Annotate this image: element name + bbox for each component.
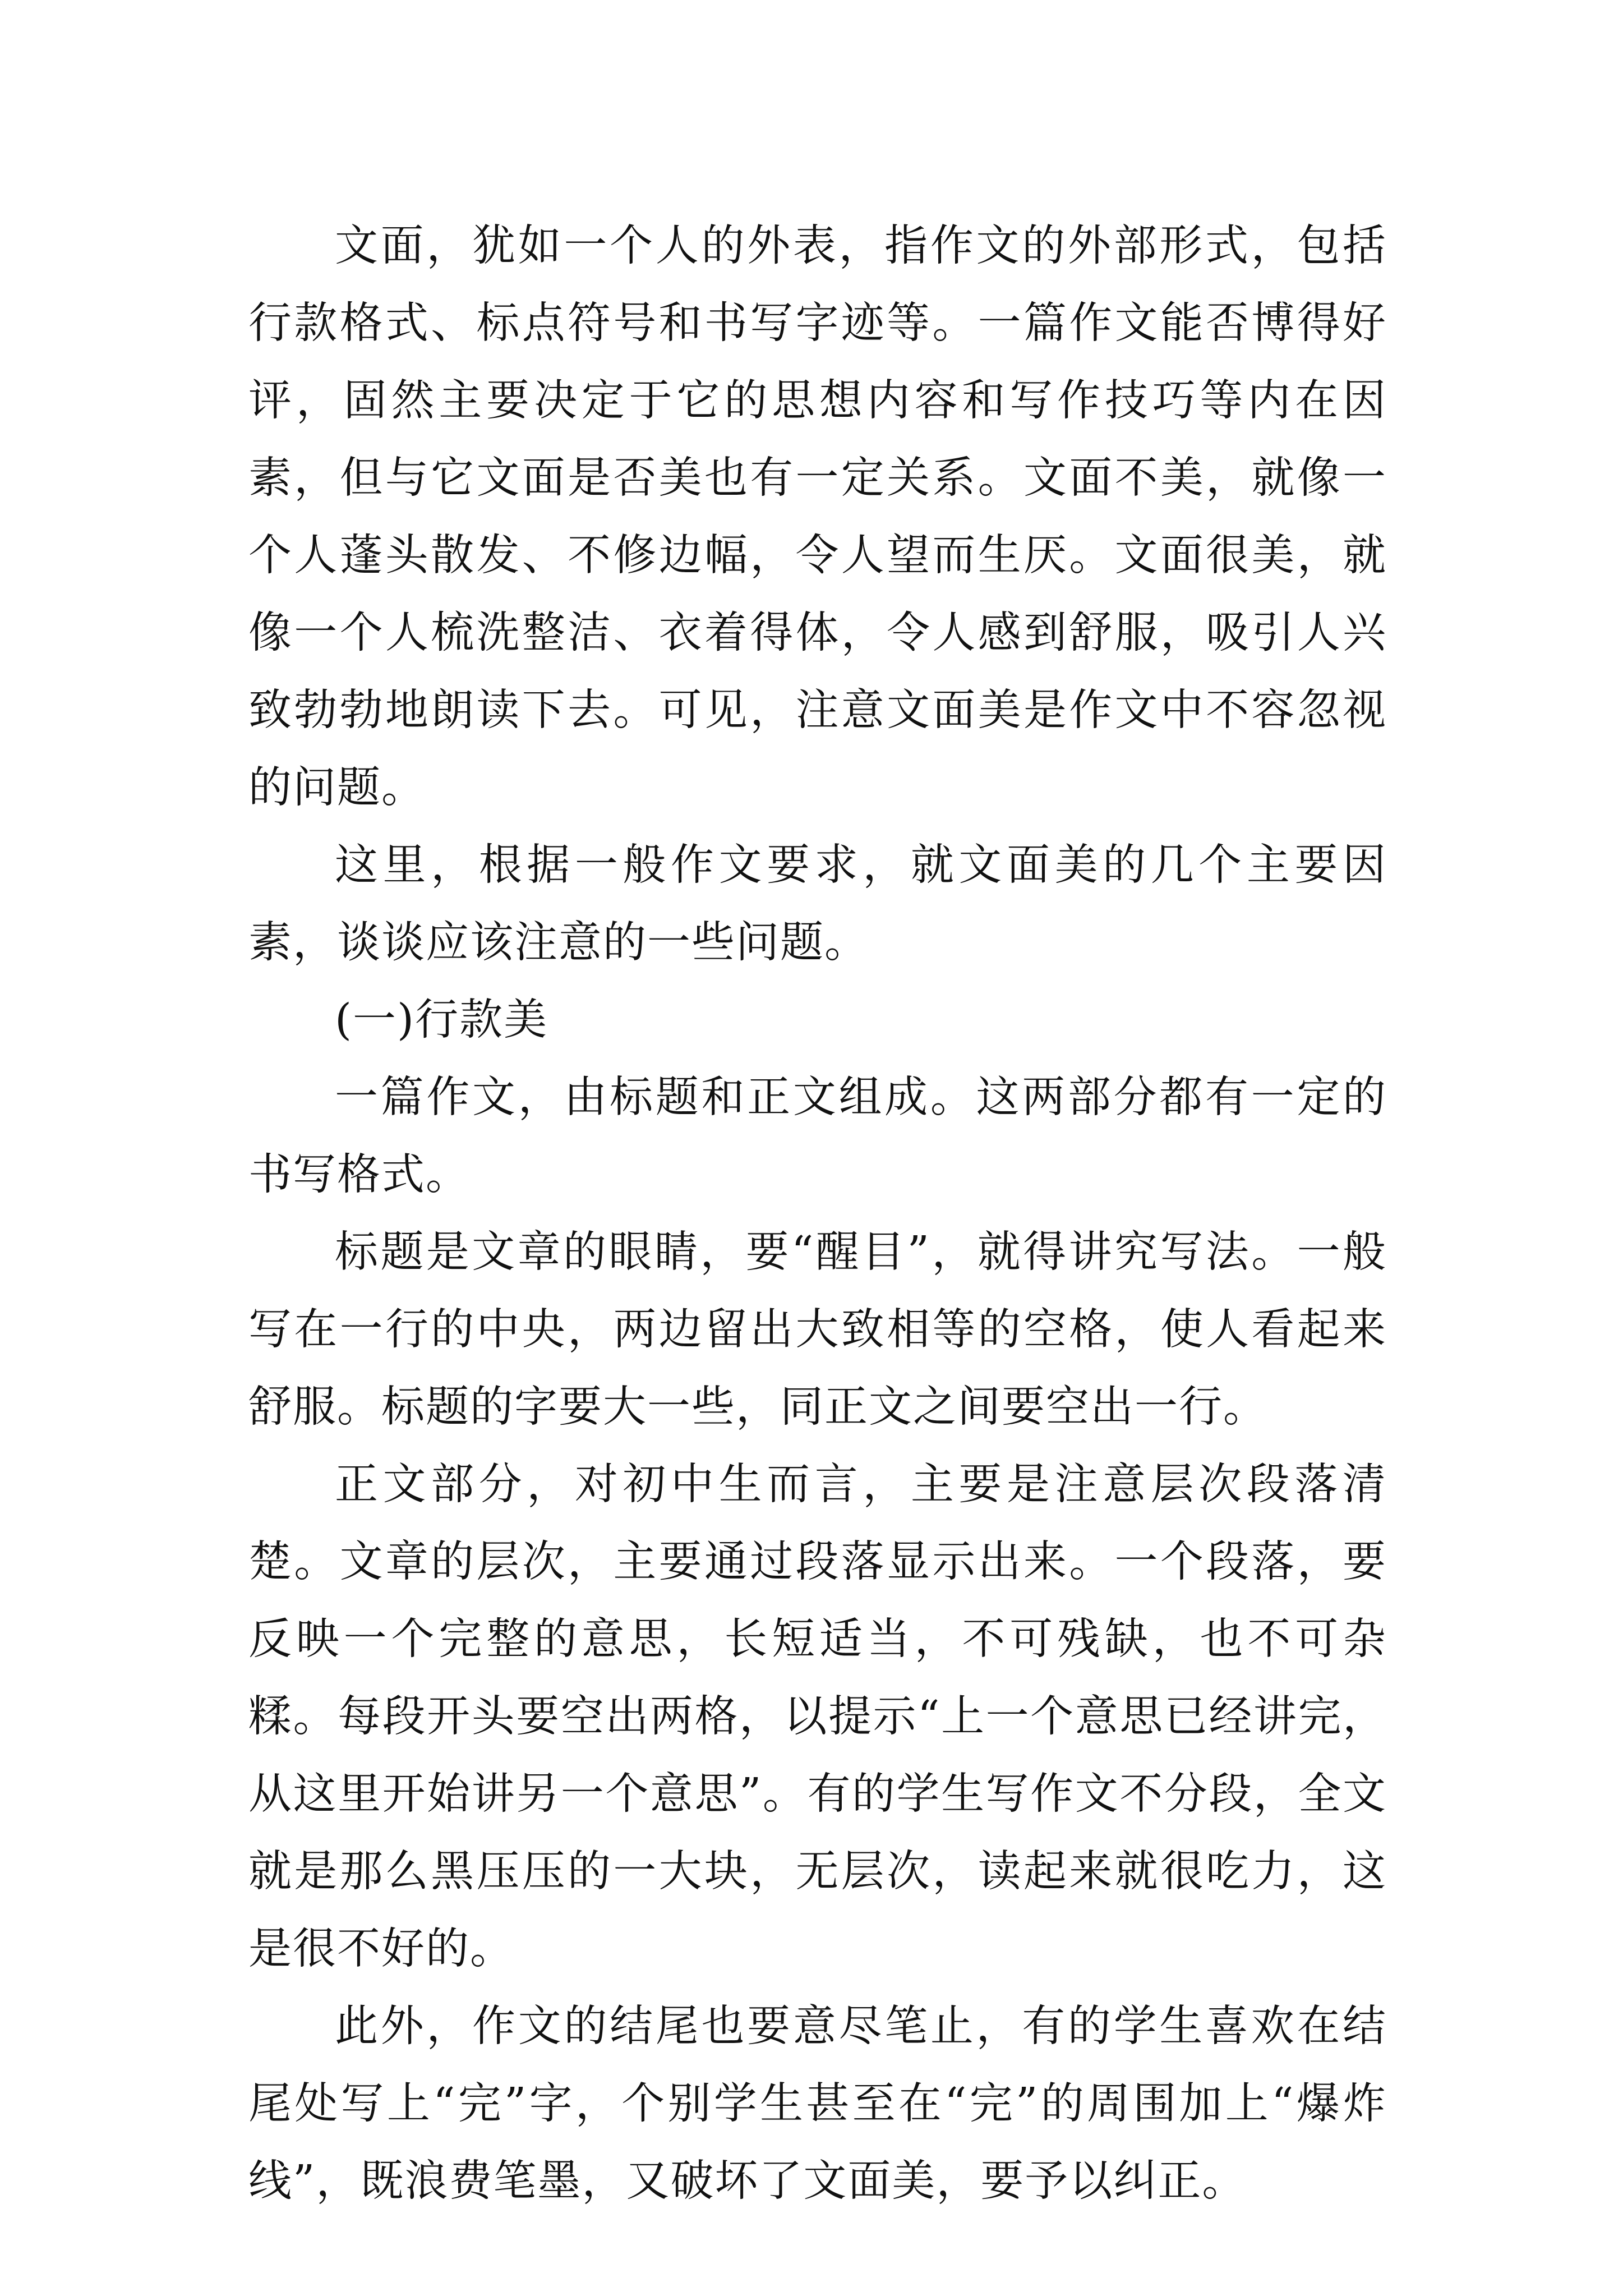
paragraph-composition: 一篇作文，由标题和正文组成。这两部分都有一定的书写格式。 bbox=[248, 1073, 1387, 1200]
paragraph-intro: 文面，犹如一个人的外表，指作文的外部形式，包括行款格式、标点符号和书写字迹等。一篇作文能否博得好评，固然主要决定于它的思想内容和写作技巧等内在因素，但与它文面是否美也有一定关系。文面不美，就像一个人蓬头散发、不修边幅，令人望而生厌。文面很美，就像一个人梳洗整洁、衣着得体，令人感到舒服，吸引人兴致勃勃地朗读下去。可见，注意文面美是作文中不容忽视的问题。 bbox=[248, 221, 1387, 813]
paragraph-ending: 此外，作文的结尾也要意尽笔止，有的学生喜欢在结尾处写上“完”字，个别学生甚至在“完”的周围加上“爆炸线”，既浪费笔墨，又破坏了文面美，要予以纠正。 bbox=[248, 2001, 1387, 2206]
paragraph-overview: 这里，根据一般作文要求，就文面美的几个主要因素，谈谈应该注意的一些问题。 bbox=[248, 840, 1387, 968]
paragraph-title: 标题是文章的眼睛，要“醒目”，就得讲究写法。一般写在一行的中央，两边留出大致相等的空格，使人看起来舒服。标题的字要大一些，同正文之间要空出一行。 bbox=[248, 1227, 1387, 1432]
document-body bbox=[248, 208, 1387, 2220]
paragraph-body: 正文部分，对初中生而言，主要是注意层次段落清楚。文章的层次，主要通过段落显示出来。一个段落，要反映一个完整的意思，长短适当，不可残缺，也不可杂糅。每段开头要空出两格，以提示“上一个意思已经讲完，从这里开始讲另一个意思”。有的学生写作文不分段，全文就是那么黑压压的一大块，无层次，读起来就很吃力，这是很不好的。 bbox=[248, 1460, 1387, 1974]
section-heading: (一)行款美 bbox=[335, 995, 548, 1045]
